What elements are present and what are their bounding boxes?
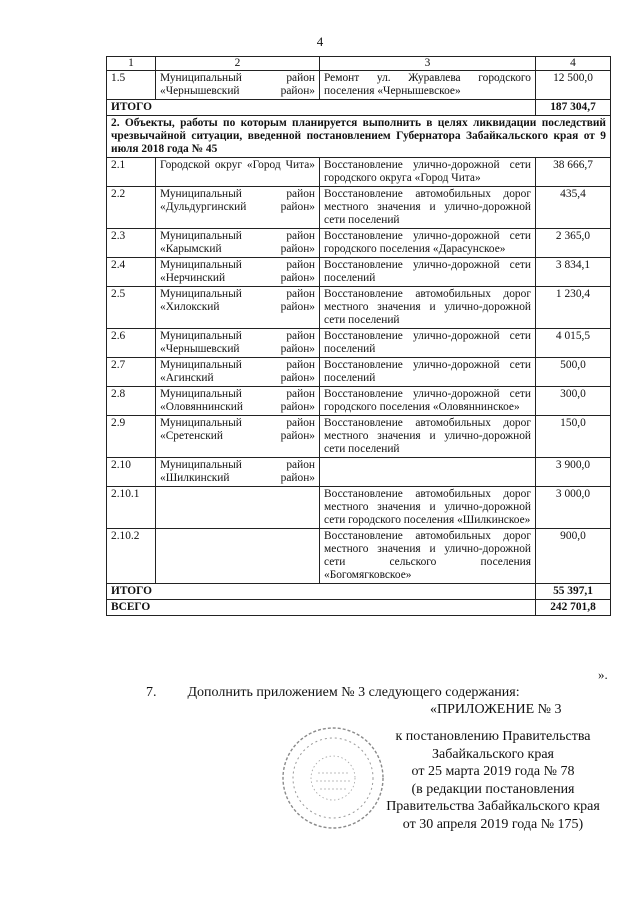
item-7-number: 7. [146, 685, 157, 700]
table-row [107, 387, 611, 416]
item-7-text: Дополнить приложением № 3 следующего содержания: [187, 685, 520, 700]
grand-total-row [107, 600, 611, 616]
header-col-1: 1 [107, 57, 156, 71]
section-heading: 2. Объекты, работы по которым планируется выполнить в целях ликвидации последствий чрезвычайной ситуации, введенной постановлением Губернатора Забайкальского края от 9 июля 2018 года № 45 [107, 116, 611, 158]
page-number: 4 [316, 34, 324, 49]
row-number: 2.10.1 [107, 487, 156, 529]
row-description: Восстановление улично-дорожной сети поселений [320, 329, 536, 358]
row-amount: 3 834,1 [536, 258, 611, 287]
header-col-4: 4 [536, 57, 611, 71]
table-row [107, 529, 611, 584]
row-municipality: Городской округ «Город Чита» [156, 158, 320, 187]
row-number: 2.3 [107, 229, 156, 258]
table-row [107, 329, 611, 358]
table-row [107, 258, 611, 287]
row-municipality: Муниципальный район «Нерчинский район» [156, 258, 320, 287]
row-municipality: Муниципальный район «Чернышевский район» [156, 329, 320, 358]
row-number: 2.5 [107, 287, 156, 329]
item-7 [146, 685, 520, 701]
row-amount: 3 000,0 [536, 487, 611, 529]
row-number: 2.4 [107, 258, 156, 287]
row-number: 2.2 [107, 187, 156, 229]
appendix-line: (в редакции постановления [411, 781, 575, 797]
row-municipality: Муниципальный район «Хилокский район» [156, 287, 320, 329]
row-amount: 3 900,0 [536, 458, 611, 487]
row-amount: 2 365,0 [536, 229, 611, 258]
row-municipality [156, 487, 320, 529]
row-description: Восстановление автомобильных дорог местного значения и улично-дорожной сети поселений [320, 416, 536, 458]
row-number: 2.8 [107, 387, 156, 416]
appendix-reference [370, 728, 616, 833]
row-amount: 900,0 [536, 529, 611, 584]
row-number: 2.9 [107, 416, 156, 458]
table-row [107, 287, 611, 329]
header-col-3: 3 [320, 57, 536, 71]
grand-total-amount: 242 701,8 [536, 600, 611, 616]
row-number: 2.10 [107, 458, 156, 487]
table-row [107, 416, 611, 458]
total-label: ИТОГО [107, 584, 536, 600]
row-amount: 1 230,4 [536, 287, 611, 329]
row-description: Восстановление улично-дорожной сети поселений [320, 258, 536, 287]
row-description [320, 458, 536, 487]
table-row [107, 71, 611, 100]
row-municipality: Муниципальный район «Агинский район» [156, 358, 320, 387]
row-number: 2.7 [107, 358, 156, 387]
total-row [107, 100, 611, 116]
row-number: 1.5 [107, 71, 156, 100]
row-description: Восстановление автомобильных дорог местного значения и улично-дорожной сети сельского поселения «Богомягковское» [320, 529, 536, 584]
appendix-line: Забайкальского края [431, 746, 554, 762]
row-description: Восстановление улично-дорожной сети поселений [320, 358, 536, 387]
row-municipality: Муниципальный район «Карымский район» [156, 229, 320, 258]
row-description: Восстановление улично-дорожной сети городского поселения «Оловяннинское» [320, 387, 536, 416]
row-municipality: Муниципальный район «Оловяннинский район» [156, 387, 320, 416]
row-amount: 12 500,0 [536, 71, 611, 100]
row-municipality: Муниципальный район «Сретенский район» [156, 416, 320, 458]
table-row [107, 187, 611, 229]
total-amount: 55 397,1 [536, 584, 611, 600]
row-description: Восстановление автомобильных дорог местного значения и улично-дорожной сети городского поселения «Шилкинское» [320, 487, 536, 529]
row-description: Восстановление автомобильных дорог местного значения и улично-дорожной сети поселений [320, 287, 536, 329]
row-amount: 435,4 [536, 187, 611, 229]
total-amount: 187 304,7 [536, 100, 611, 116]
row-municipality [156, 529, 320, 584]
header-col-2: 2 [156, 57, 320, 71]
appendix-line: от 25 марта 2019 года № 78 [411, 764, 575, 779]
row-municipality: Муниципальный район «Чернышевский район» [156, 71, 320, 100]
row-amount: 300,0 [536, 387, 611, 416]
section-row [107, 116, 611, 158]
appendix-line: Правительства Забайкальского края [386, 799, 600, 814]
row-amount: 38 666,7 [536, 158, 611, 187]
table-row [107, 487, 611, 529]
row-description: Ремонт ул. Журавлева городского поселения «Чернышевское» [320, 71, 536, 100]
table-row [107, 358, 611, 387]
row-municipality: Муниципальный район «Шилкинский район» [156, 458, 320, 487]
total-label: ИТОГО [107, 100, 536, 116]
row-description: Восстановление улично-дорожной сети городского поселения «Дарасунское» [320, 229, 536, 258]
row-number: 2.10.2 [107, 529, 156, 584]
grand-total-label: ВСЕГО [107, 600, 536, 616]
closing-quote: ». [598, 667, 608, 682]
table-header-row [107, 57, 611, 71]
row-amount: 500,0 [536, 358, 611, 387]
table-row [107, 229, 611, 258]
objects-table [106, 56, 611, 616]
row-municipality: Муниципальный район «Дульдургинский район» [156, 187, 320, 229]
row-description: Восстановление автомобильных дорог местного значения и улично-дорожной сети поселений [320, 187, 536, 229]
table-row [107, 458, 611, 487]
row-number: 2.1 [107, 158, 156, 187]
total-row [107, 584, 611, 600]
appendix-line: от 30 апреля 2019 года № 175) [402, 816, 584, 832]
row-number: 2.6 [107, 329, 156, 358]
row-description: Восстановление улично-дорожной сети городского округа «Город Чита» [320, 158, 536, 187]
appendix-line: к постановлению Правительства [395, 729, 591, 744]
table-row [107, 158, 611, 187]
row-amount: 4 015,5 [536, 329, 611, 358]
row-amount: 150,0 [536, 416, 611, 458]
appendix-title: «ПРИЛОЖЕНИЕ № 3 [430, 702, 562, 717]
